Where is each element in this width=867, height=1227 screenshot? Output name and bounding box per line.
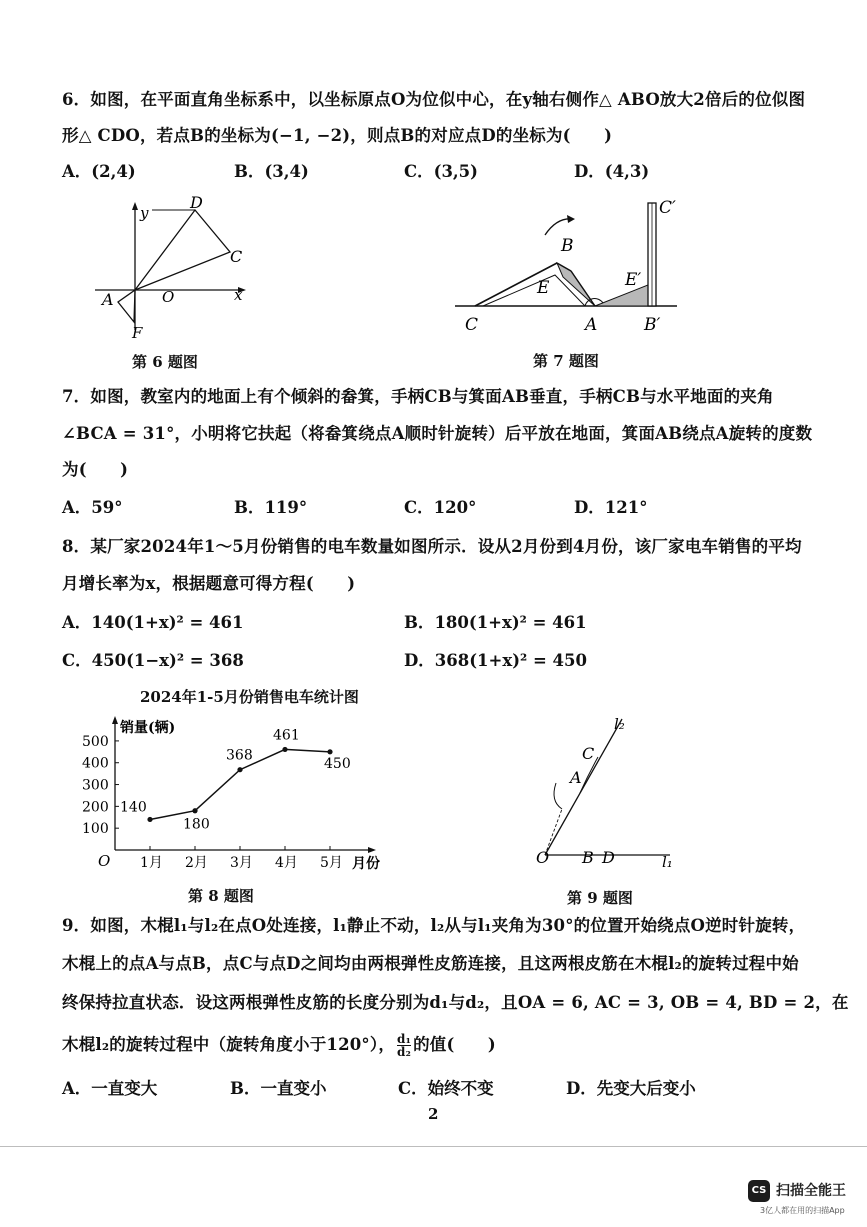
- q9-label-c: C: [582, 744, 595, 763]
- q9-line-1: 9．如图，木棍l₁与l₂在点O处连接，l₁静止不动，l₂从与l₁夹角为30°的位置开始绕点O逆时针旋转，: [62, 916, 806, 935]
- chart-y-label: 销量(辆): [120, 720, 176, 736]
- data-point: [147, 817, 152, 822]
- q7-option-c: C．120°: [404, 498, 477, 517]
- y-tick-label: 300: [82, 777, 109, 794]
- q6-option-d: D．(4,3): [574, 162, 650, 181]
- q7-label-e: E: [537, 278, 550, 298]
- q7-label-b: B: [561, 236, 574, 256]
- q9-line-2: 木棍上的点A与点B，点C与点D之间均由两根弹性皮筋连接，且这两根皮筋在木棍l₂的旋转过程中始: [62, 954, 799, 973]
- q8-option-d: D．368(1+x)² = 450: [404, 651, 587, 670]
- q9-label-o: O: [536, 848, 550, 867]
- data-label: 368: [226, 747, 253, 764]
- q6-label-y: y: [140, 204, 149, 222]
- y-tick-label: 400: [82, 755, 109, 772]
- y-tick-label: 500: [82, 733, 109, 750]
- q8-line-1: 8．某厂家2024年1～5月份销售的电车数量如图所示．设从2月份到4月份，该厂家电车销售的平均: [62, 537, 802, 556]
- q6-label-o: O: [162, 288, 175, 306]
- data-point: [237, 767, 242, 772]
- q6-label-a: A: [102, 290, 114, 309]
- q7-label-b-prime: B′: [644, 315, 661, 335]
- page-divider: [0, 1146, 867, 1147]
- data-label: 461: [273, 727, 300, 744]
- q7-label-c-prime: C′: [659, 198, 676, 218]
- q6-option-a: A．(2,4): [62, 162, 136, 181]
- x-tick-label: 4月: [275, 855, 298, 871]
- q9-label-b: B: [582, 848, 594, 867]
- app-tagline: 3亿人都在用的扫描App: [760, 1206, 845, 1215]
- q8-option-a: A．140(1+x)² = 461: [62, 613, 244, 632]
- data-label: 450: [324, 755, 351, 772]
- q6-line-2: 形△ CDO，若点B的坐标为(−1, −2)，则点B的对应点D的坐标为( ): [62, 126, 613, 145]
- q6-label-c: C: [230, 247, 243, 266]
- data-label: 180: [183, 816, 210, 833]
- q7-line-3: 为( ): [62, 460, 129, 479]
- q6-option-b: B．(3,4): [234, 162, 309, 181]
- chart-x-label: 月份: [352, 856, 380, 872]
- q7-line-2: ∠BCA = 31°，小明将它扶起（将畚箕绕点A顺时针旋转）后平放在地面，箕面AB绕点A旋转的度数: [62, 424, 813, 443]
- x-axis-arrow-icon: [368, 847, 376, 853]
- y-tick-label: 100: [82, 821, 109, 838]
- q8-option-c: C．450(1−x)² = 368: [62, 651, 244, 670]
- q9-line-3: 终保持拉直状态．设这两根弹性皮筋的长度分别为d₁与d₂，且OA = 6, AC = 3, OB = 4, BD = 2，在: [62, 993, 849, 1012]
- q9-label-d: D: [602, 848, 615, 867]
- data-label: 140: [120, 799, 147, 816]
- q6-label-x: x: [234, 286, 243, 304]
- q6-option-c: C．(3,5): [404, 162, 478, 181]
- q7-label-e-prime: E′: [625, 270, 642, 290]
- q9-fraction-denominator: d₂: [397, 1045, 412, 1059]
- q9-caption: 第 9 题图: [567, 889, 633, 907]
- q8-line-2: 月增长率为x，根据题意可得方程( ): [62, 574, 356, 593]
- q7-option-a: A．59°: [62, 498, 123, 517]
- x-tick-label: 3月: [230, 855, 253, 871]
- q7-caption: 第 7 题图: [533, 352, 599, 370]
- x-tick-label: 2月: [185, 855, 208, 871]
- q9-option-a: A．一直变大: [62, 1079, 158, 1098]
- q9-option-b: B．一直变小: [230, 1079, 327, 1098]
- data-point: [282, 747, 287, 752]
- q7-label-a: A: [585, 315, 598, 335]
- q6-label-d: D: [190, 193, 203, 212]
- q9-fraction-numerator: d₁: [397, 1032, 412, 1046]
- q9-label-l1: l₁: [662, 853, 673, 871]
- q9-option-c: C．始终不变: [398, 1079, 494, 1098]
- q6-line-1: 6．如图，在平面直角坐标系中，以坐标原点O为位似中心，在y轴右侧作△ ABO放大2倍后的位似图: [62, 90, 806, 109]
- data-point: [192, 808, 197, 813]
- q9-line-4-pre: 木棍l₂的旋转过程中（旋转角度小于120°），: [62, 1035, 396, 1054]
- y-tick-label: 200: [82, 799, 109, 816]
- app-name: 扫描全能王: [776, 1183, 846, 1199]
- q6-label-f: F: [132, 324, 143, 340]
- q9-fraction: [397, 1033, 411, 1058]
- q7-figure: [445, 195, 680, 340]
- x-tick-label: 5月: [320, 855, 343, 871]
- q9-line-4-post: 的值( ): [413, 1035, 496, 1054]
- q9-option-d: D．先变大后变小: [566, 1079, 696, 1098]
- q8-chart: [70, 710, 400, 880]
- chart-origin-label: O: [98, 852, 111, 870]
- q8-option-b: B．180(1+x)² = 461: [404, 613, 587, 632]
- q7-line-1: 7．如图，教室内的地面上有个倾斜的畚箕，手柄CB与箕面AB垂直，手柄CB与水平地面的夹角: [62, 387, 774, 406]
- q6-figure: [90, 190, 260, 340]
- q9-line-4: [62, 1031, 496, 1058]
- y-axis-arrow-icon: [112, 716, 118, 724]
- chart-title: 2024年1-5月份销售电车统计图: [140, 688, 359, 706]
- q8-caption: 第 8 题图: [188, 887, 254, 905]
- q7-label-c: C: [465, 315, 479, 335]
- q7-option-b: B．119°: [234, 498, 308, 517]
- page-number: 2: [428, 1105, 439, 1123]
- q6-caption: 第 6 题图: [132, 353, 198, 371]
- camscanner-logo-icon: CS: [748, 1180, 770, 1202]
- x-tick-label: 1月: [140, 855, 163, 871]
- data-point: [327, 749, 332, 754]
- q9-figure: [520, 705, 690, 875]
- q9-label-l2: l₂: [614, 715, 625, 733]
- q7-option-d: D．121°: [574, 498, 648, 517]
- q9-label-a: A: [570, 768, 582, 787]
